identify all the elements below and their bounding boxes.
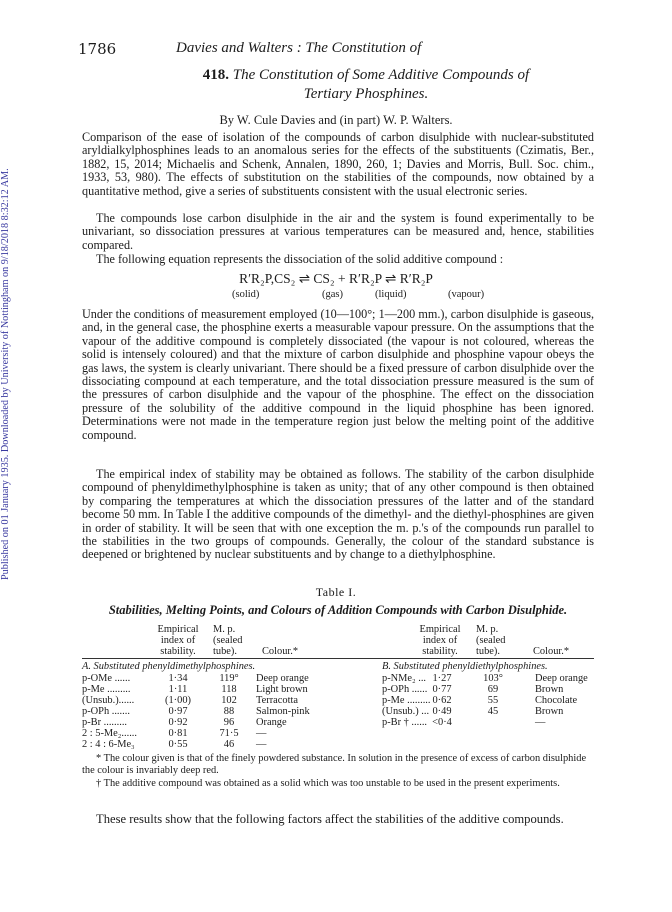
group-b-row-1-col-1: p-NMe₂ ...: [382, 673, 427, 684]
header-stability-a: Empirical index of stability.: [157, 624, 199, 657]
group-a-row-7-col-2: 0·55: [168, 739, 188, 750]
group-a-row-3-col-2: (1·00): [165, 695, 191, 706]
page-number: 1786: [78, 40, 117, 58]
header-colour-b: Colour.*: [533, 646, 570, 657]
article-number: 418.: [202, 67, 230, 83]
paragraph-3: The following equation represents the dissociation of the solid additive compound :: [96, 252, 504, 266]
group-a-row-5-col-4: Orange: [256, 717, 287, 728]
group-a-row-2-col-4: Light brown: [256, 684, 308, 695]
group-b-row-4-col-1: (Unsub.) ...: [382, 706, 430, 717]
group-a-row-3-col-1: (Unsub.)......: [82, 695, 135, 706]
group-a-row-7-col-1: 2 : 4 : 6-Me₃: [82, 739, 135, 750]
table-label: Table I.: [315, 585, 357, 599]
group-a-row-7-col-3: 46: [223, 739, 235, 750]
group-a-row-4-col-3: 88: [223, 706, 235, 717]
group-a-row-5-col-3: 96: [223, 717, 235, 728]
group-a-row-4-col-2: 0·97: [168, 706, 188, 717]
group-b-row-4-col-3: 45: [487, 706, 499, 717]
article-title-line1: [106, 67, 626, 84]
table-rule: [82, 658, 594, 659]
footnote-colour: * The colour given is that of the finely powdered substance. In solution in the presence of excess of carbon disulphide the colour is invariably deep red.: [82, 753, 587, 776]
eq-label-vapour: (vapour): [448, 289, 485, 300]
article-title-text: The Constitution of Some Additive Compounds of: [232, 67, 530, 83]
group-b-row-3-col-2: 0·62: [432, 695, 452, 706]
group-b-row-5-col-2: <0·4: [432, 717, 452, 728]
group-b-row-2-col-2: 0·77: [432, 684, 452, 695]
group-a-row-2-col-2: 1·11: [168, 684, 188, 695]
group-b-row-3-col-1: p-Me .........: [382, 695, 431, 706]
group-a-row-6-col-1: 2 : 5-Me₂......: [82, 728, 137, 739]
group-b-row-4-col-4: Brown: [535, 706, 564, 717]
equation: R′R₂P,CS₂ ⇌ CS₂ + R′R₂P ⇌ R′R₂P: [239, 271, 433, 286]
sidebar-publication-note: Published on 01 January 1935. Downloaded by University of Nottingham on 9/18/2018 8:32:12 AM.: [0, 168, 11, 580]
eq-label-solid: (solid): [232, 289, 260, 300]
group-a-row-1-col-1: p-OMe ......: [82, 673, 131, 684]
group-b-title: B. Substituted phenyldiethylphosphines.: [382, 661, 548, 672]
group-b-row-3-col-3: 55: [487, 695, 499, 706]
eq-label-gas: (gas): [322, 289, 343, 300]
group-a-row-6-col-3: 71·5: [219, 728, 239, 739]
group-a-row-3-col-4: Terracotta: [256, 695, 298, 706]
group-a-row-1-col-3: 119°: [219, 673, 239, 684]
group-b-row-1-col-2: 1·27: [432, 673, 452, 684]
group-b-row-5-col-1: p-Br † ......: [382, 717, 428, 728]
group-a-row-5-col-2: 0·92: [168, 717, 188, 728]
article-title-line2: Tertiary Phosphines.: [303, 86, 429, 102]
group-a-row-2-col-1: p-Me .........: [82, 684, 131, 695]
header-stability-b: Empirical index of stability.: [419, 624, 461, 657]
header-mp-b: M. p. (sealed tube).: [476, 624, 506, 657]
eq-label-liquid: (liquid): [375, 289, 407, 300]
group-b-row-2-col-1: p-OPh ......: [382, 684, 428, 695]
authors: By W. Cule Davies and (in part) W. P. Walters.: [219, 113, 453, 127]
header-colour-a: Colour.*: [262, 646, 299, 657]
group-a-row-2-col-3: 118: [221, 684, 237, 695]
group-a-row-1-col-2: 1·34: [168, 673, 188, 684]
group-a-title: A. Substituted phenyldimethylphosphines.: [82, 661, 256, 672]
paragraph-2: The compounds lose carbon disulphide in the air and the system is found experimentally to be univariant, so dissociation pressures at various temperatures can be measured and, hence, stabilities compared.: [82, 211, 594, 252]
running-title: Davies and Walters : The Constitution of: [176, 40, 422, 56]
group-b-row-2-col-3: 69: [487, 684, 499, 695]
table-caption: Stabilities, Melting Points, and Colours of Addition Compounds with Carbon Disulphide.: [108, 603, 568, 617]
group-a-row-4-col-1: p-OPh .......: [82, 706, 130, 717]
group-b-row-2-col-4: Brown: [535, 684, 564, 695]
group-a-row-5-col-1: p-Br .........: [82, 717, 128, 728]
group-b-row-1-col-4: Deep orange: [535, 673, 588, 684]
group-a-row-1-col-4: Deep orange: [256, 673, 309, 684]
header-mp-a: M. p. (sealed tube).: [213, 624, 243, 657]
paragraph-5: The empirical index of stability may be obtained as follows. The stability of the carbon disulphide compound of phenyldimethylphosphine is taken as unity; that of any other compound is then obtained by comparing the temperatures at which the dissociation pressures of the latter and of the standard become 50 mm. In Table I the additive compounds of the dimethyl- and the diethyl-phosphines are given in order of stability. It will be seen that with one exception the m. p.'s of the compounds run parallel to the stabilities in the two groups of compounds. Generally, the colour of the standard substance is deepened or brightened by nuclear substituents and by change to a diethylphosphine.: [82, 467, 594, 562]
group-a-row-4-col-4: Salmon-pink: [256, 706, 310, 717]
group-a-row-6-col-2: 0·81: [168, 728, 188, 739]
group-b-row-1-col-3: 103°: [483, 673, 503, 684]
group-b-row-3-col-4: Chocolate: [535, 695, 578, 706]
closing-paragraph: These results show that the following factors affect the stabilities of the additive compounds.: [96, 812, 564, 826]
group-b-row-4-col-2: 0·49: [432, 706, 452, 717]
footnote-unstable: † The additive compound was obtained as a solid which was too unstable to be used in the present experiments.: [96, 778, 560, 789]
group-b-row-5-col-4: —: [535, 717, 546, 728]
group-a-row-6-col-4: —: [256, 728, 267, 739]
paragraph-4: Under the conditions of measurement employed (10—100°; 1—200 mm.), carbon disulphide is gaseous, and, in the general case, the phosphine exerts a measurable vapour pressure. On the assumptions that the vapour of the additive compound is completely dissociated (the vapour is not coloured, whereas the solid is intensely coloured) and that the mixture of carbon disulphide and phosphine vapour obeys the gas laws, the system is clearly univariant. There should be a fixed pressure of carbon disulphide over the dissociating compound at each temperature, and the total dissociation pressure measured is the sum of the pressures of carbon disulphide and the vapour of the phosphine. The effect on the dissociation pressure of the solubility of the additive compound in the liquid phosphine has been ignored. Determinations were not made in the temperature region just below the melting point of the additive compound.: [82, 307, 594, 442]
paragraph-1: Comparison of the ease of isolation of the compounds of carbon disulphide with nuclear-substituted aryldialkylphosphines leads to an anomalous series for the effects of the substituents (Czimatis, Ber., 1882, 15, 2014; Michaelis and Schenk, Annalen, 1890, 260, 1; Davies and Morris, Bull. Soc. chim., 1933, 53, 980). The effects of substitution on the stabilities of the compounds, now obtained by a quantitative method, give a series of substituents consistent with the usual electronic series.: [82, 130, 594, 198]
group-a-row-3-col-3: 102: [221, 695, 237, 706]
group-a-row-7-col-4: —: [256, 739, 267, 750]
